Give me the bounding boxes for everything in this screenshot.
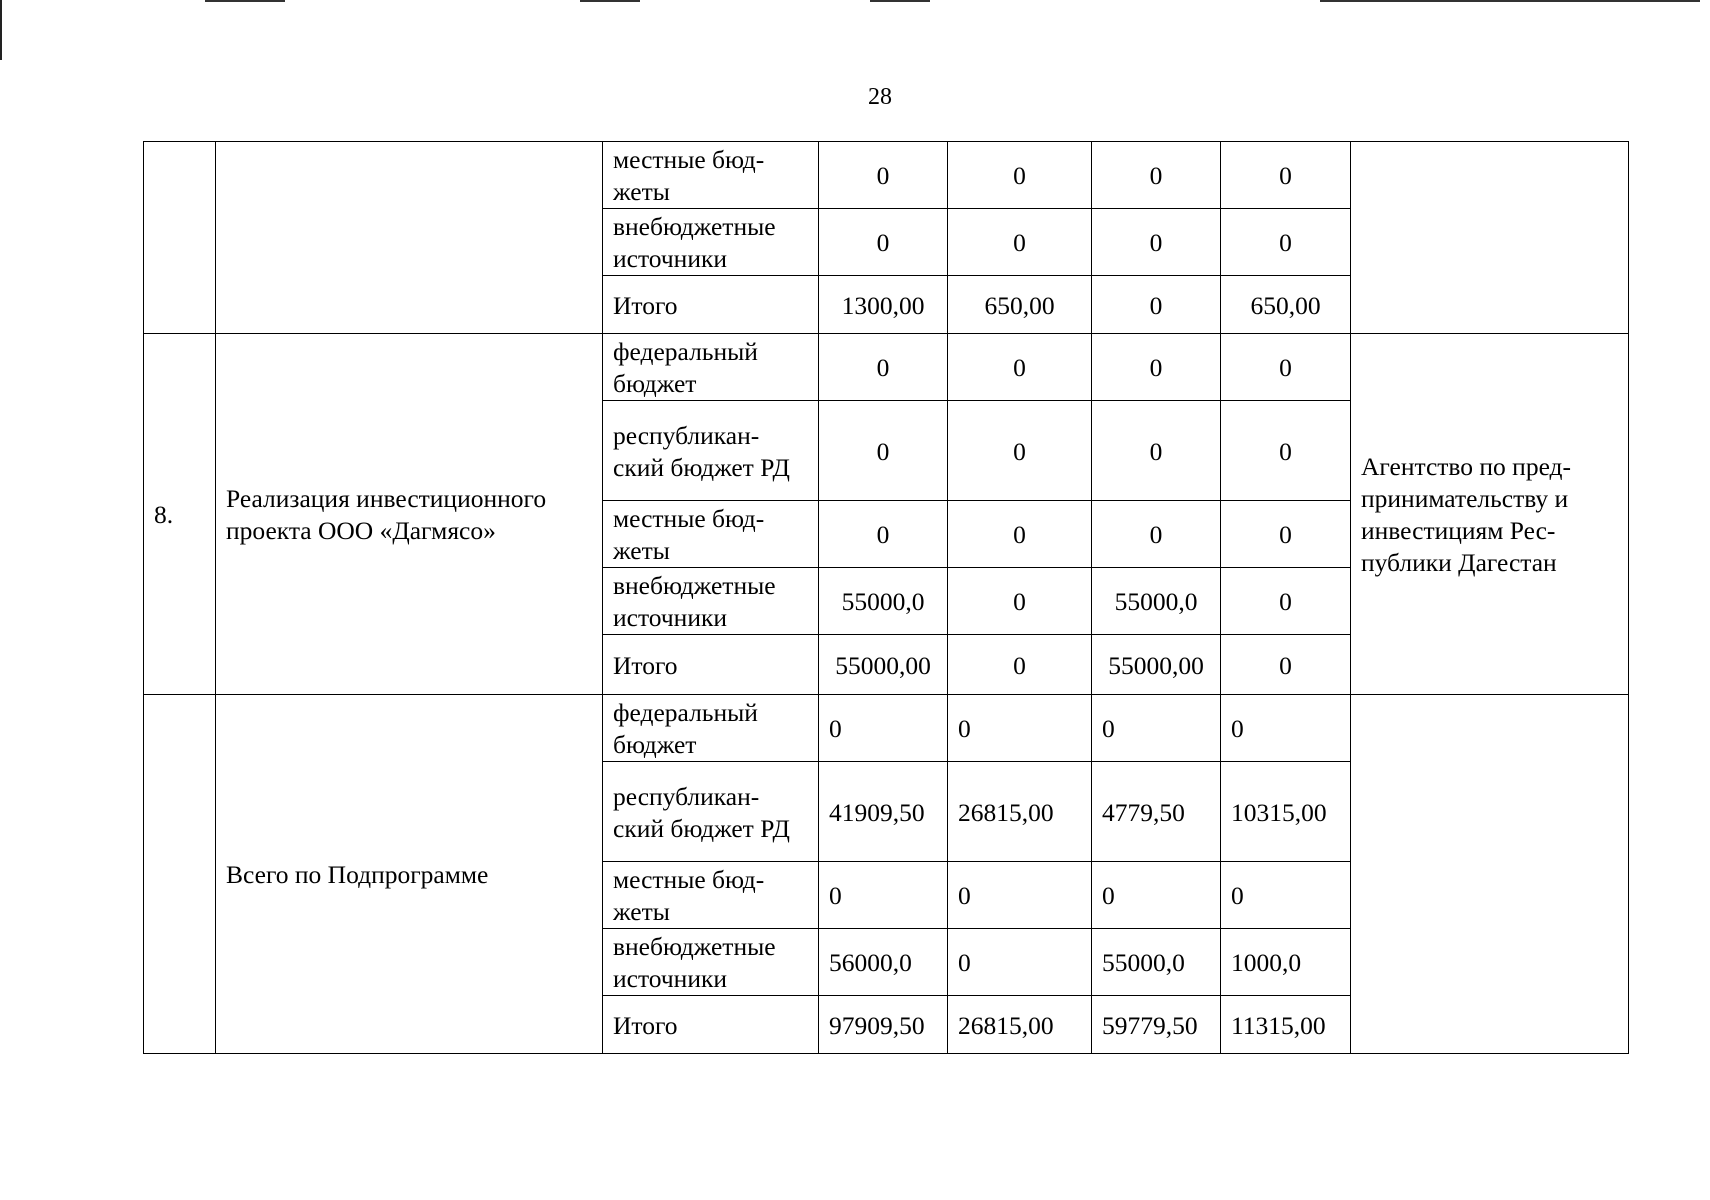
- value-cell: 0: [1221, 334, 1351, 401]
- value-cell: 0: [948, 209, 1092, 276]
- value-cell: 0: [1092, 695, 1221, 762]
- value-cell: 0: [948, 695, 1092, 762]
- value-cell: 0: [1221, 568, 1351, 635]
- measure-name: Реализация инвестиционного проекта ООО «Дагмясо»: [216, 334, 603, 695]
- table-row: [144, 142, 1629, 209]
- source-label: республикан-ский бюджет РД: [603, 762, 819, 862]
- scan-edge-top: [870, 0, 930, 2]
- measure-name-cell: [216, 142, 603, 334]
- value-cell: 0: [948, 142, 1092, 209]
- executor-cell: [1351, 695, 1629, 1054]
- executor-cell: [1351, 142, 1629, 334]
- value-cell: 55000,0: [1092, 568, 1221, 635]
- value-cell: 0: [1221, 501, 1351, 568]
- value-cell: 55000,0: [1092, 929, 1221, 996]
- value-cell: 26815,00: [948, 762, 1092, 862]
- scan-edge-top: [1320, 0, 1700, 2]
- value-cell: 10315,00: [1221, 762, 1351, 862]
- source-label: внебюджетные источники: [603, 209, 819, 276]
- scan-edge-top: [580, 0, 640, 2]
- total-cell: 650,00: [948, 276, 1092, 334]
- value-cell: 0: [1221, 142, 1351, 209]
- value-cell: 0: [948, 929, 1092, 996]
- value-cell: 0: [948, 568, 1092, 635]
- total-cell: 1300,00: [819, 276, 948, 334]
- source-label: Итого: [603, 276, 819, 334]
- value-cell: 0: [1092, 209, 1221, 276]
- value-cell: 0: [819, 501, 948, 568]
- subprogram-total-label: Всего по Подпрограмме: [216, 695, 603, 1054]
- total-cell: 59779,50: [1092, 996, 1221, 1054]
- value-cell: 0: [1221, 695, 1351, 762]
- source-label: местные бюд- жеты: [603, 142, 819, 209]
- total-cell: 55000,00: [819, 635, 948, 695]
- value-cell: 0: [1092, 401, 1221, 501]
- total-cell: 0: [1221, 635, 1351, 695]
- total-cell: 26815,00: [948, 996, 1092, 1054]
- budget-table: [143, 141, 1629, 1054]
- total-cell: 0: [948, 635, 1092, 695]
- value-cell: 0: [1221, 209, 1351, 276]
- value-cell: 0: [1092, 862, 1221, 929]
- source-label: Итого: [603, 635, 819, 695]
- value-cell: 0: [1092, 501, 1221, 568]
- executor: Агентство по пред-принимательству и инвестициям Рес-публики Дагестан: [1351, 334, 1629, 695]
- value-cell: 4779,50: [1092, 762, 1221, 862]
- value-cell: 0: [819, 862, 948, 929]
- table-row: [144, 695, 1629, 762]
- value-cell: 0: [819, 695, 948, 762]
- page-number: 28: [868, 84, 892, 110]
- scan-edge-left: [0, 0, 2, 60]
- value-cell: 0: [948, 401, 1092, 501]
- value-cell: 0: [819, 401, 948, 501]
- source-label: Итого: [603, 996, 819, 1054]
- value-cell: 56000,0: [819, 929, 948, 996]
- number-cell: [144, 142, 216, 334]
- source-label: внебюджетные источники: [603, 929, 819, 996]
- total-cell: 11315,00: [1221, 996, 1351, 1054]
- value-cell: 1000,0: [1221, 929, 1351, 996]
- total-cell: 650,00: [1221, 276, 1351, 334]
- source-label: местные бюд- жеты: [603, 862, 819, 929]
- total-cell: 0: [1092, 276, 1221, 334]
- value-cell: 0: [819, 209, 948, 276]
- total-cell: 55000,00: [1092, 635, 1221, 695]
- value-cell: 0: [1092, 142, 1221, 209]
- value-cell: 41909,50: [819, 762, 948, 862]
- value-cell: 0: [819, 334, 948, 401]
- total-cell: 97909,50: [819, 996, 948, 1054]
- source-label: местные бюд- жеты: [603, 501, 819, 568]
- table-row: [144, 334, 1629, 401]
- value-cell: 0: [948, 862, 1092, 929]
- value-cell: 55000,0: [819, 568, 948, 635]
- measure-number: 8.: [144, 334, 216, 695]
- value-cell: 0: [1221, 862, 1351, 929]
- source-label: федеральный бюджет: [603, 334, 819, 401]
- value-cell: 0: [819, 142, 948, 209]
- value-cell: 0: [1221, 401, 1351, 501]
- value-cell: 0: [948, 501, 1092, 568]
- value-cell: 0: [1092, 334, 1221, 401]
- source-label: федеральный бюджет: [603, 695, 819, 762]
- source-label: внебюджетные источники: [603, 568, 819, 635]
- value-cell: 0: [948, 334, 1092, 401]
- scan-edge-top: [205, 0, 285, 2]
- source-label: республикан-ский бюджет РД: [603, 401, 819, 501]
- number-cell: [144, 695, 216, 1054]
